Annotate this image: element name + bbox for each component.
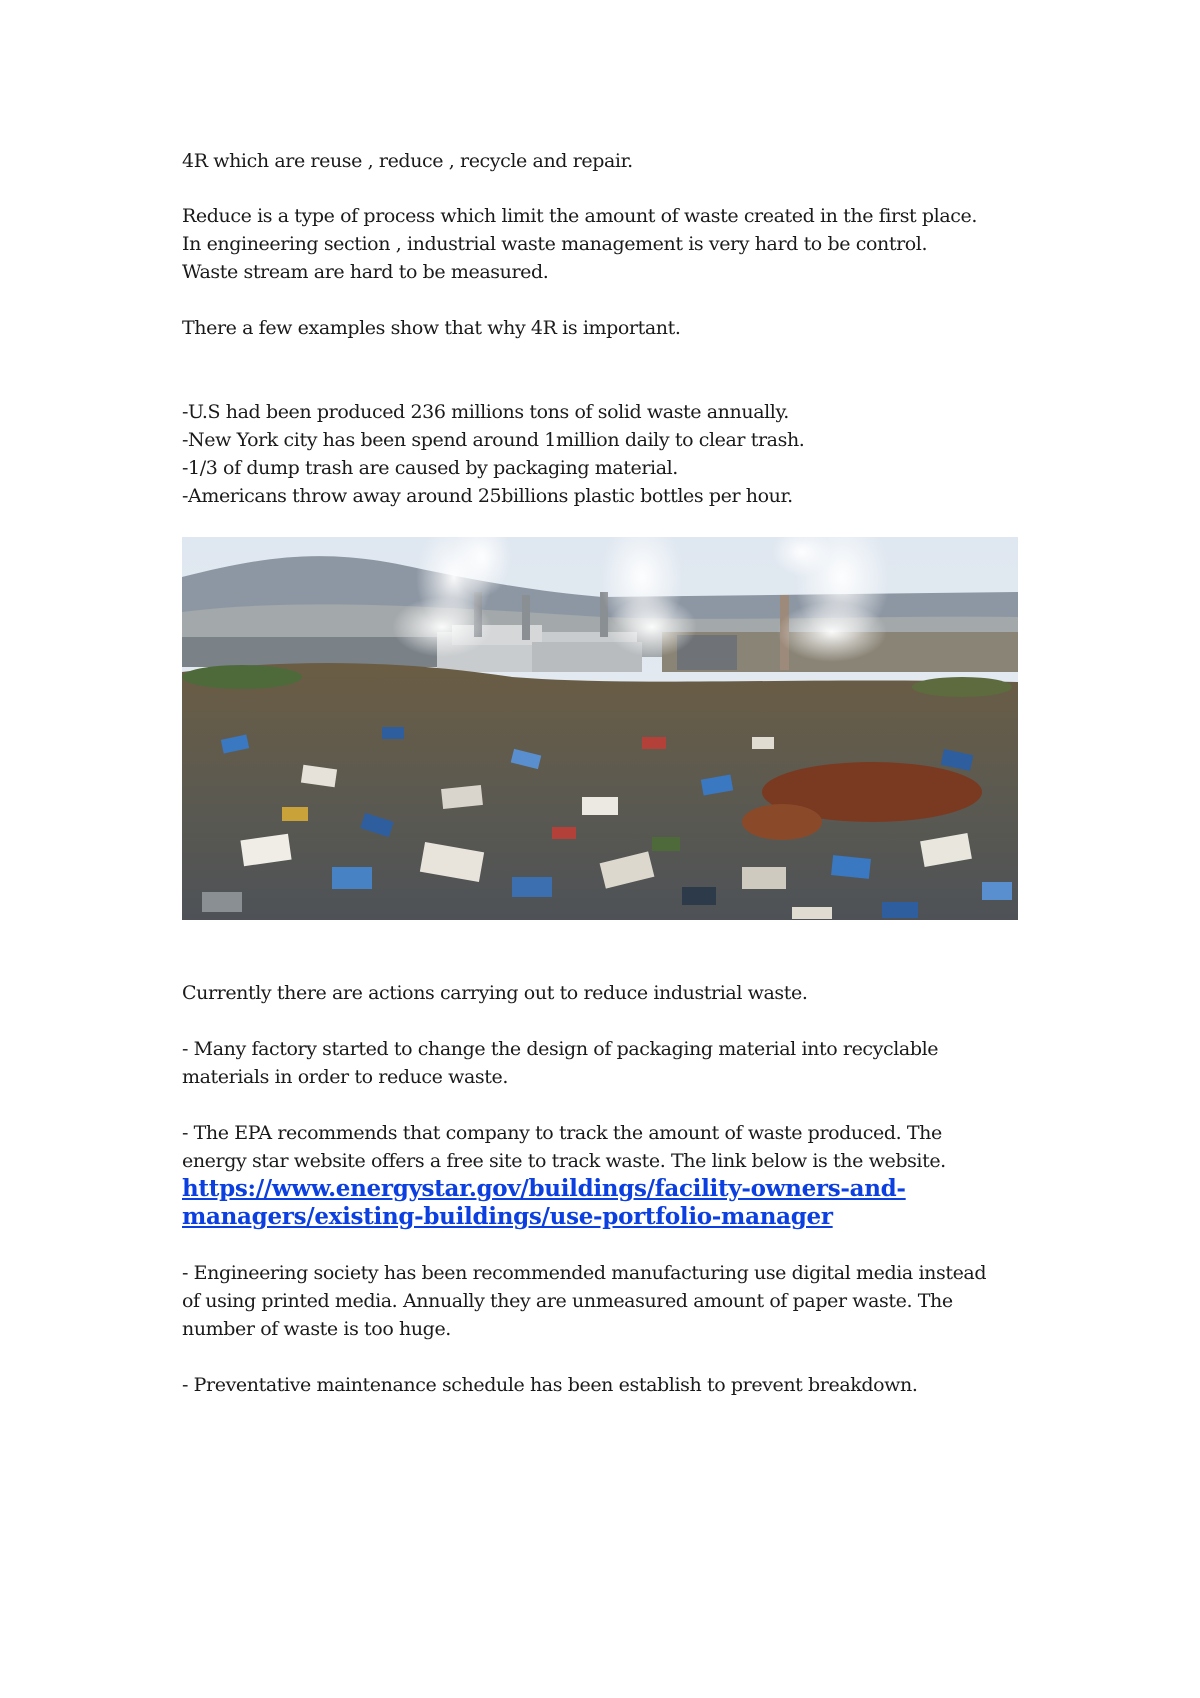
- energystar-link[interactable]: https://www.energystar.gov/buildings/facility-owners-and-: [182, 1175, 906, 1202]
- actions-intro-line: Currently there are actions carrying out to reduce industrial waste.: [182, 982, 808, 1004]
- examples-intro-line: There a few examples show that why 4R is important.: [182, 317, 681, 339]
- action-epa-line: energy star website offers a free site to track waste. The link below is the website.: [182, 1150, 946, 1172]
- reduce-definition-line: Reduce is a type of process which limit the amount of waste created in the first place.: [182, 205, 978, 227]
- action-digital-media-line: - Engineering society has been recommended manufacturing use digital media instead: [182, 1262, 987, 1284]
- fact-item: -U.S had been produced 236 millions tons of solid waste annually.: [182, 401, 789, 423]
- action-packaging-line: - Many factory started to change the design of packaging material into recyclable: [182, 1038, 939, 1060]
- action-epa-line: - The EPA recommends that company to track the amount of waste produced. The: [182, 1122, 942, 1144]
- action-packaging-line: materials in order to reduce waste.: [182, 1066, 509, 1088]
- engineering-section-line: In engineering section , industrial waste management is very hard to be control.: [182, 233, 928, 255]
- waste-stream-line: Waste stream are hard to be measured.: [182, 261, 549, 283]
- energystar-link-continued[interactable]: managers/existing-buildings/use-portfolio-manager: [182, 1203, 833, 1230]
- intro-line: 4R which are reuse , reduce , recycle and repair.: [182, 150, 633, 172]
- action-maintenance-line: - Preventative maintenance schedule has been establish to prevent breakdown.: [182, 1374, 918, 1396]
- fact-item: -New York city has been spend around 1million daily to clear trash.: [182, 429, 805, 451]
- action-digital-media-line: of using printed media. Annually they are unmeasured amount of paper waste. The: [182, 1290, 953, 1312]
- action-digital-media-line: number of waste is too huge.: [182, 1318, 451, 1340]
- fact-item: -1/3 of dump trash are caused by packaging material.: [182, 457, 678, 479]
- landfill-factory-photo: [182, 537, 1018, 920]
- fact-item: -Americans throw away around 25billions plastic bottles per hour.: [182, 485, 793, 507]
